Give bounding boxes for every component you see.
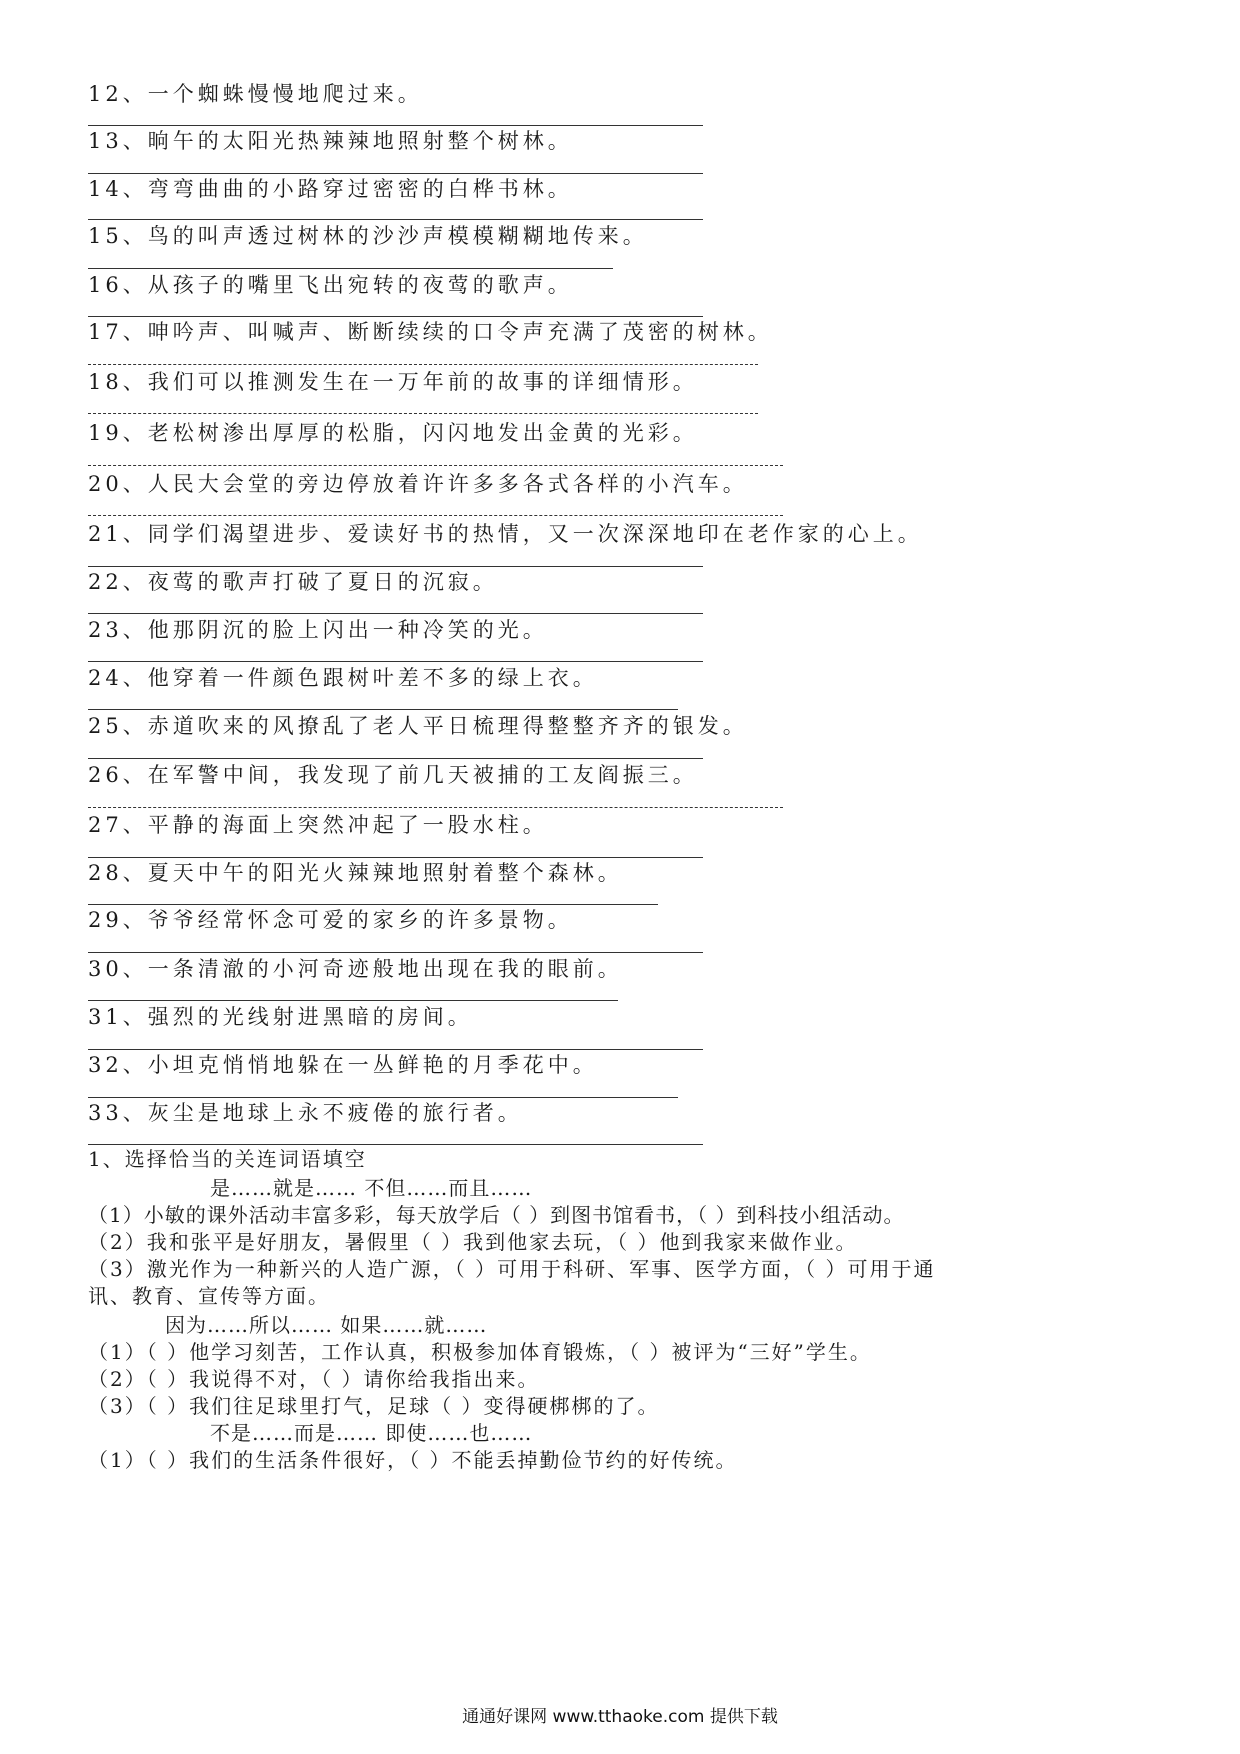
exercise-item-25: 25、赤道吹来的风撩乱了老人平日梳理得整整齐齐的银发。	[88, 714, 748, 738]
exercise-item-21: 21、同学们渴望进步、爱读好书的热情，又一次深深地印在老作家的心上。	[88, 522, 923, 546]
answer-line	[88, 364, 758, 365]
exercise-item-13: 13、晌午的太阳光热辣辣地照射整个树林。	[88, 129, 573, 153]
answer-line	[88, 268, 613, 269]
answer-line	[88, 219, 703, 220]
exercise-item-29: 29、爷爷经常怀念可爱的家乡的许多景物。	[88, 908, 573, 932]
conjunction-options: 是……就是…… 不但……而且……	[210, 1176, 533, 1200]
question-text: （1）小敏的课外活动丰富多彩，每天放学后（ ）到图书馆看书，（ ）到科技小组活动。	[88, 1203, 905, 1227]
answer-line	[88, 1049, 703, 1050]
answer-line	[88, 515, 783, 516]
exercise-item-32: 32、小坦克悄悄地躲在一丛鲜艳的月季花中。	[88, 1053, 598, 1077]
answer-line	[88, 952, 703, 953]
exercise-item-28: 28、夏天中午的阳光火辣辣地照射着整个森林。	[88, 861, 623, 885]
question-text: （1）（ ）他学习刻苦，工作认真，积极参加体育锻炼，（ ）被评为“三好”学生。	[88, 1340, 872, 1364]
exercise-item-23: 23、他那阴沉的脸上闪出一种冷笑的光。	[88, 618, 548, 642]
exercise-item-20: 20、人民大会堂的旁边停放着许许多多各式各样的小汽车。	[88, 472, 748, 496]
answer-line	[88, 904, 658, 905]
exercise-item-22: 22、夜莺的歌声打破了夏日的沉寂。	[88, 570, 498, 594]
footer-source: 通通好课网 www.tthaoke.com 提供下载	[462, 1707, 778, 1727]
answer-line	[88, 857, 703, 858]
exercise-item-17: 17、呻吟声、叫喊声、断断续续的口令声充满了茂密的树林。	[88, 320, 773, 344]
exercise-item-19: 19、老松树渗出厚厚的松脂，闪闪地发出金黄的光彩。	[88, 421, 698, 445]
answer-line	[88, 709, 678, 710]
exercise-item-16: 16、从孩子的嘴里飞出宛转的夜莺的歌声。	[88, 273, 573, 297]
answer-line	[88, 1097, 678, 1098]
answer-line	[88, 1000, 618, 1001]
question-text: （3）（ ）我们往足球里打气，足球（ ）变得硬梆梆的了。	[88, 1394, 660, 1418]
question-text: （3）激光作为一种新兴的人造广源，（ ）可用于科研、军事、医学方面，（ ）可用于通	[88, 1257, 936, 1281]
answer-line	[88, 613, 703, 614]
exercise-item-24: 24、他穿着一件颜色跟树叶差不多的绿上衣。	[88, 666, 598, 690]
answer-line	[88, 807, 783, 808]
answer-line	[88, 316, 703, 317]
answer-line	[88, 661, 703, 662]
exercise-item-18: 18、我们可以推测发生在一万年前的故事的详细情形。	[88, 370, 698, 394]
question-text: （1）（ ）我们的生活条件很好，（ ）不能丢掉勤俭节约的好传统。	[88, 1448, 738, 1472]
exercise-item-27: 27、平静的海面上突然冲起了一股水柱。	[88, 813, 548, 837]
exercise-item-15: 15、鸟的叫声透过树林的沙沙声模模糊糊地传来。	[88, 224, 648, 248]
question-text: （2）我和张平是好朋友，暑假里（ ）我到他家去玩，（ ）他到我家来做作业。	[88, 1230, 858, 1254]
exercise-item-26: 26、在军警中间，我发现了前几天被捕的工友阎振三。	[88, 763, 698, 787]
exercise-item-31: 31、强烈的光线射进黑暗的房间。	[88, 1005, 473, 1029]
answer-line	[88, 413, 758, 414]
conjunction-options: 因为……所以…… 如果……就……	[165, 1313, 488, 1337]
section-title: 1、选择恰当的关连词语填空	[88, 1147, 367, 1171]
question-text: 讯、教育、宣传等方面。	[88, 1284, 330, 1308]
exercise-item-33: 33、灰尘是地球上永不疲倦的旅行者。	[88, 1101, 523, 1125]
conjunction-options: 不是……而是…… 即使……也……	[210, 1421, 533, 1445]
answer-line	[88, 758, 703, 759]
answer-line	[88, 566, 703, 567]
answer-line	[88, 465, 783, 466]
exercise-item-12: 12、一个蜘蛛慢慢地爬过来。	[88, 82, 423, 106]
answer-line	[88, 125, 703, 126]
answer-line	[88, 1144, 703, 1145]
exercise-item-30: 30、一条清澈的小河奇迹般地出现在我的眼前。	[88, 957, 623, 981]
exercise-item-14: 14、弯弯曲曲的小路穿过密密的白桦书林。	[88, 177, 573, 201]
question-text: （2）（ ）我说得不对，（ ）请你给我指出来。	[88, 1367, 540, 1391]
answer-line	[88, 173, 703, 174]
